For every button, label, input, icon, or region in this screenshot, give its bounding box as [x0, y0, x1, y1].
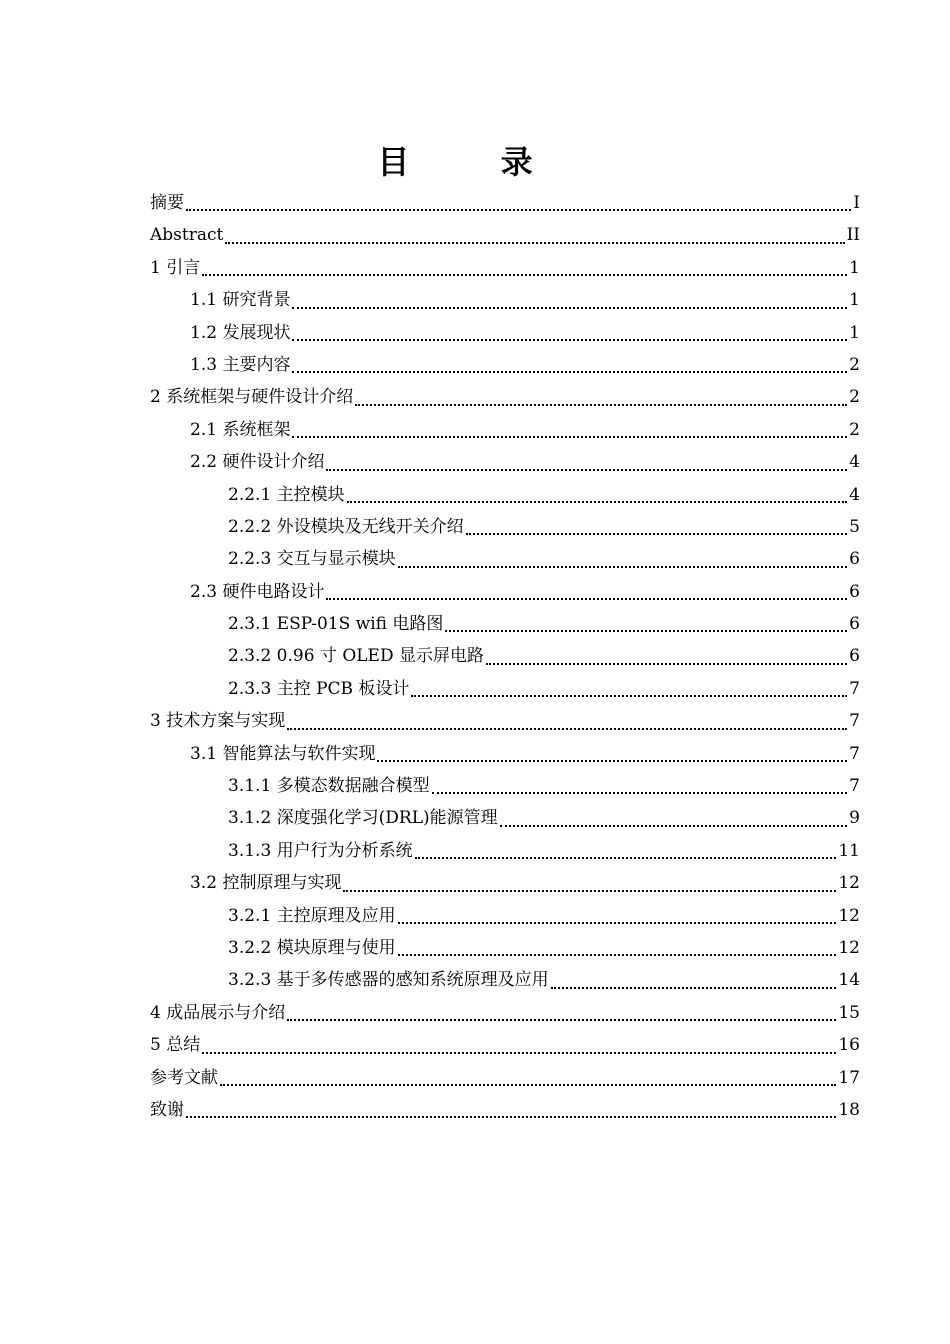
- toc-entry-label: 3.2.3 基于多传感器的感知系统原理及应用: [228, 970, 549, 991]
- toc-entry-label: 3.1 智能算法与软件实现: [190, 743, 376, 764]
- dot-leader: [347, 495, 848, 503]
- toc-entry-label: 2.2.2 外设模块及无线开关介绍: [228, 516, 464, 537]
- dot-leader: [500, 819, 848, 827]
- dot-leader: [398, 948, 837, 956]
- toc-entry-page-number: 1: [849, 322, 860, 343]
- toc-entry-label: 3.1.2 深度强化学习(DRL)能源管理: [228, 808, 498, 829]
- toc-entry[interactable]: [150, 284, 860, 316]
- dot-leader: [432, 786, 848, 794]
- toc-entry-page-number: 12: [838, 905, 860, 926]
- toc-entry-label: Abstract: [150, 225, 224, 246]
- toc-entry-page-number: 1: [849, 290, 860, 311]
- toc-entry-page-number: 12: [838, 873, 860, 894]
- toc-entry[interactable]: [150, 770, 860, 802]
- toc-entry-label: 5 总结: [150, 1035, 201, 1056]
- toc-entry-page-number: 2: [849, 419, 860, 440]
- toc-entry-label: 2.3 硬件电路设计: [190, 581, 325, 602]
- toc-entry-page-number: 2: [849, 387, 860, 408]
- toc-entry[interactable]: [150, 479, 860, 511]
- toc-entry-page-number: 4: [849, 484, 860, 505]
- toc-entry-label: 2.2 硬件设计介绍: [190, 452, 325, 473]
- toc-entry-label: 2.2.3 交互与显示模块: [228, 549, 396, 570]
- toc-entry-label: 2 系统框架与硬件设计介绍: [150, 387, 354, 408]
- toc-entry-page-number: 7: [849, 678, 860, 699]
- toc-entry[interactable]: [150, 219, 860, 251]
- toc-entry[interactable]: [150, 317, 860, 349]
- toc-entry-page-number: 4: [849, 452, 860, 473]
- toc-entry[interactable]: [150, 187, 860, 219]
- toc-entry[interactable]: [150, 932, 860, 964]
- dot-leader: [398, 560, 848, 568]
- dot-leader: [225, 236, 844, 244]
- toc-entry-label: 1 引言: [150, 257, 201, 278]
- toc-entry[interactable]: [150, 1062, 860, 1094]
- toc-entry-page-number: 14: [838, 970, 860, 991]
- toc-entry-label: 1.3 主要内容: [190, 354, 291, 375]
- toc-entry[interactable]: [150, 705, 860, 737]
- dot-leader: [202, 268, 847, 276]
- toc-entry-page-number: 6: [849, 646, 860, 667]
- dot-leader: [343, 884, 836, 892]
- toc-entry-label: 参考文献: [150, 1067, 218, 1088]
- toc-entry-label: 2.1 系统框架: [190, 419, 291, 440]
- toc-entry-label: 4 成品展示与介绍: [150, 1002, 286, 1023]
- toc-entry-label: 致谢: [150, 1099, 184, 1120]
- toc-entry-page-number: 6: [849, 614, 860, 635]
- dot-leader: [398, 916, 837, 924]
- dot-leader: [220, 1078, 836, 1086]
- dot-leader: [292, 333, 847, 341]
- dot-leader: [287, 1013, 836, 1021]
- toc-entry-label: 2.3.3 主控 PCB 板设计: [228, 678, 410, 699]
- dot-leader: [445, 624, 847, 632]
- toc-entry-page-number: 15: [838, 1002, 860, 1023]
- toc-entry-label: 3.2 控制原理与实现: [190, 873, 342, 894]
- toc-entry[interactable]: [150, 543, 860, 575]
- dot-leader: [186, 203, 851, 211]
- toc-entry[interactable]: [150, 446, 860, 478]
- toc-entry[interactable]: [150, 997, 860, 1029]
- toc-entry[interactable]: [150, 576, 860, 608]
- toc-entry[interactable]: [150, 802, 860, 834]
- toc-entry-page-number: I: [853, 192, 860, 213]
- toc-entry-page-number: 5: [849, 516, 860, 537]
- toc-entry[interactable]: [150, 608, 860, 640]
- toc-entry-label: 2.3.1 ESP-01S wifi 电路图: [228, 614, 444, 635]
- toc-entry-label: 3.2.1 主控原理及应用: [228, 905, 396, 926]
- toc-entry-page-number: 18: [838, 1099, 860, 1120]
- toc-entry[interactable]: [150, 835, 860, 867]
- toc-entry-label: 3.1.3 用户行为分析系统: [228, 840, 413, 861]
- toc-entry-page-number: 11: [838, 840, 860, 861]
- toc-entry[interactable]: [150, 1029, 860, 1061]
- toc-entry-page-number: 6: [849, 581, 860, 602]
- toc-entry-label: 3 技术方案与实现: [150, 711, 286, 732]
- dot-leader: [326, 592, 847, 600]
- toc-entry-page-number: 7: [849, 776, 860, 797]
- toc-entry-label: 1.1 研究背景: [190, 290, 291, 311]
- toc-entry-label: 2.3.2 0.96 寸 OLED 显示屏电路: [228, 646, 484, 667]
- dot-leader: [202, 1046, 836, 1054]
- toc-entry[interactable]: [150, 252, 860, 284]
- dot-leader: [415, 851, 837, 859]
- toc-entry-page-number: 17: [838, 1067, 860, 1088]
- toc-entry-label: 2.2.1 主控模块: [228, 484, 345, 505]
- dot-leader: [186, 1110, 836, 1118]
- dot-leader: [292, 365, 847, 373]
- dot-leader: [326, 463, 847, 471]
- toc-entry[interactable]: [150, 900, 860, 932]
- toc-entry-label: 摘要: [150, 192, 184, 213]
- dot-leader: [411, 689, 847, 697]
- toc-entry-page-number: 7: [849, 743, 860, 764]
- dot-leader: [292, 301, 847, 309]
- dot-leader: [486, 657, 847, 665]
- toc-entry-page-number: 7: [849, 711, 860, 732]
- toc-entry[interactable]: [150, 511, 860, 543]
- dot-leader: [466, 527, 848, 535]
- toc-entry[interactable]: [150, 738, 860, 770]
- toc-entry-page-number: 9: [849, 808, 860, 829]
- toc-entry-page-number: 6: [849, 549, 860, 570]
- toc-entry-page-number: 1: [849, 257, 860, 278]
- toc-entry[interactable]: [150, 381, 860, 413]
- toc-entry-page-number: 16: [838, 1035, 860, 1056]
- dot-leader: [377, 754, 847, 762]
- toc-entry[interactable]: [150, 673, 860, 705]
- toc-entry[interactable]: [150, 640, 860, 672]
- dot-leader: [355, 398, 847, 406]
- toc-title: 目 录: [377, 143, 573, 181]
- dot-leader: [287, 722, 847, 730]
- toc-entry-page-number: 12: [838, 937, 860, 958]
- dot-leader: [551, 981, 837, 989]
- table-of-contents: [150, 187, 860, 1126]
- toc-entry[interactable]: [150, 867, 860, 899]
- toc-entry-page-number: 2: [849, 354, 860, 375]
- toc-entry-label: 3.1.1 多模态数据融合模型: [228, 776, 430, 797]
- toc-entry[interactable]: [150, 964, 860, 996]
- toc-entry[interactable]: [150, 1094, 860, 1126]
- toc-entry-label: 3.2.2 模块原理与使用: [228, 937, 396, 958]
- toc-entry-label: 1.2 发展现状: [190, 322, 291, 343]
- toc-entry[interactable]: [150, 414, 860, 446]
- toc-entry[interactable]: [150, 349, 860, 381]
- toc-entry-page-number: II: [846, 225, 860, 246]
- dot-leader: [292, 430, 847, 438]
